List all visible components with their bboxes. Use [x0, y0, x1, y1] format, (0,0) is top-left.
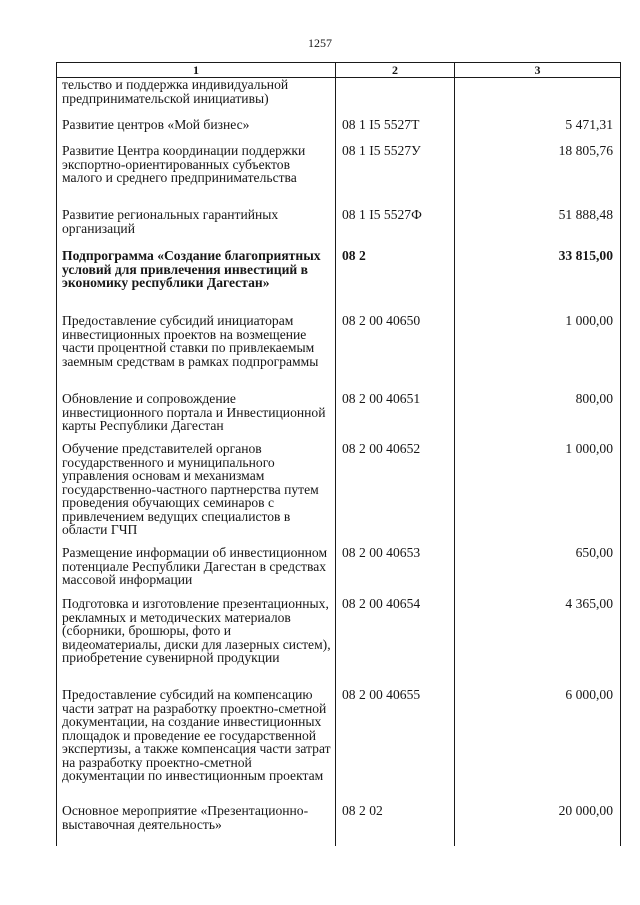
row-name: Предоставление субсидий на компенсацию части затрат на разработку проектно-сметной документации, на создание инвестиционных площадок и проведение ее государственной экспертизы, а также компенсация части затрат на разработку проектно-сметной документации по инвестиционным проектам — [62, 687, 331, 783]
table-header-row — [57, 62, 620, 78]
row-name: Предоставление субсидий инициаторам инвестиционных проектов на возмещение части процентной ставки по привлекаемым заемным средствам в рамках подпрограммы — [62, 313, 319, 369]
row-code: 08 2 00 40651 — [342, 391, 421, 406]
header-col-2: 2 — [392, 63, 398, 77]
row-code: 08 2 — [342, 248, 366, 263]
page-number: 1257 — [308, 36, 332, 50]
row-amount: 800,00 — [575, 391, 613, 406]
row-name: Развитие центров «Мой бизнес» — [62, 117, 250, 132]
row-name: Основное мероприятие «Презентационно-выставочная деятельность» — [62, 803, 309, 832]
row-code: 08 1 I5 5527У — [342, 143, 421, 158]
row-name: тельство и поддержка индивидуальной предпринимательской инициативы) — [62, 77, 289, 106]
row-code: 08 2 00 40652 — [342, 441, 421, 456]
row-name: Подготовка и изготовление презентационных, рекламных и методических материалов (сборники, брошюры, фото и видеоматериалы, диски для лазерных систем), приобретение сувенирной продукции — [62, 596, 331, 665]
row-amount: 20 000,00 — [558, 803, 613, 818]
row-name: Развитие региональных гарантийных организаций — [62, 207, 279, 236]
row-name: Развитие Центра координации поддержки экспортно-ориентированных субъектов малого и среднего предпринимательства — [62, 143, 306, 185]
row-code: 08 2 00 40650 — [342, 313, 421, 328]
row-code: 08 2 00 40653 — [342, 545, 421, 560]
column-divider — [335, 62, 336, 846]
row-amount: 51 888,48 — [558, 207, 613, 222]
row-amount: 1 000,00 — [565, 313, 613, 328]
row-amount: 6 000,00 — [565, 687, 613, 702]
column-divider — [454, 62, 455, 846]
row-name: Обучение представителей органов государственного и муниципального управления основам и механизмам государственно-частного партнерства путем проведения обучающих семинаров с привлечением ведущих специалистов в области ГЧП — [62, 441, 319, 537]
row-code: 08 2 00 40654 — [342, 596, 421, 611]
row-amount: 5 471,31 — [565, 117, 613, 132]
row-amount: 4 365,00 — [565, 596, 613, 611]
row-code: 08 1 I5 5527Ф — [342, 207, 422, 222]
header-col-3: 3 — [534, 63, 541, 77]
row-code: 08 1 I5 5527Т — [342, 117, 420, 132]
row-amount: 33 815,00 — [558, 248, 613, 263]
row-amount: 1 000,00 — [565, 441, 613, 456]
row-amount: 650,00 — [575, 545, 613, 560]
header-col-1: 1 — [193, 63, 199, 77]
row-name: Подпрограмма «Создание благоприятных условий для привлечения инвестиций в экономику республики Дагестан» — [62, 248, 321, 290]
row-name: Размещение информации об инвестиционном потенциале Республики Дагестан в средствах массовой информации — [62, 545, 328, 587]
budget-table — [56, 62, 621, 846]
row-code: 08 2 00 40655 — [342, 687, 421, 702]
row-code: 08 2 02 — [342, 803, 383, 818]
row-name: Обновление и сопровождение инвестиционного портала и Инвестиционной карты Республики Дагестан — [62, 391, 326, 433]
row-amount: 18 805,76 — [558, 143, 613, 158]
